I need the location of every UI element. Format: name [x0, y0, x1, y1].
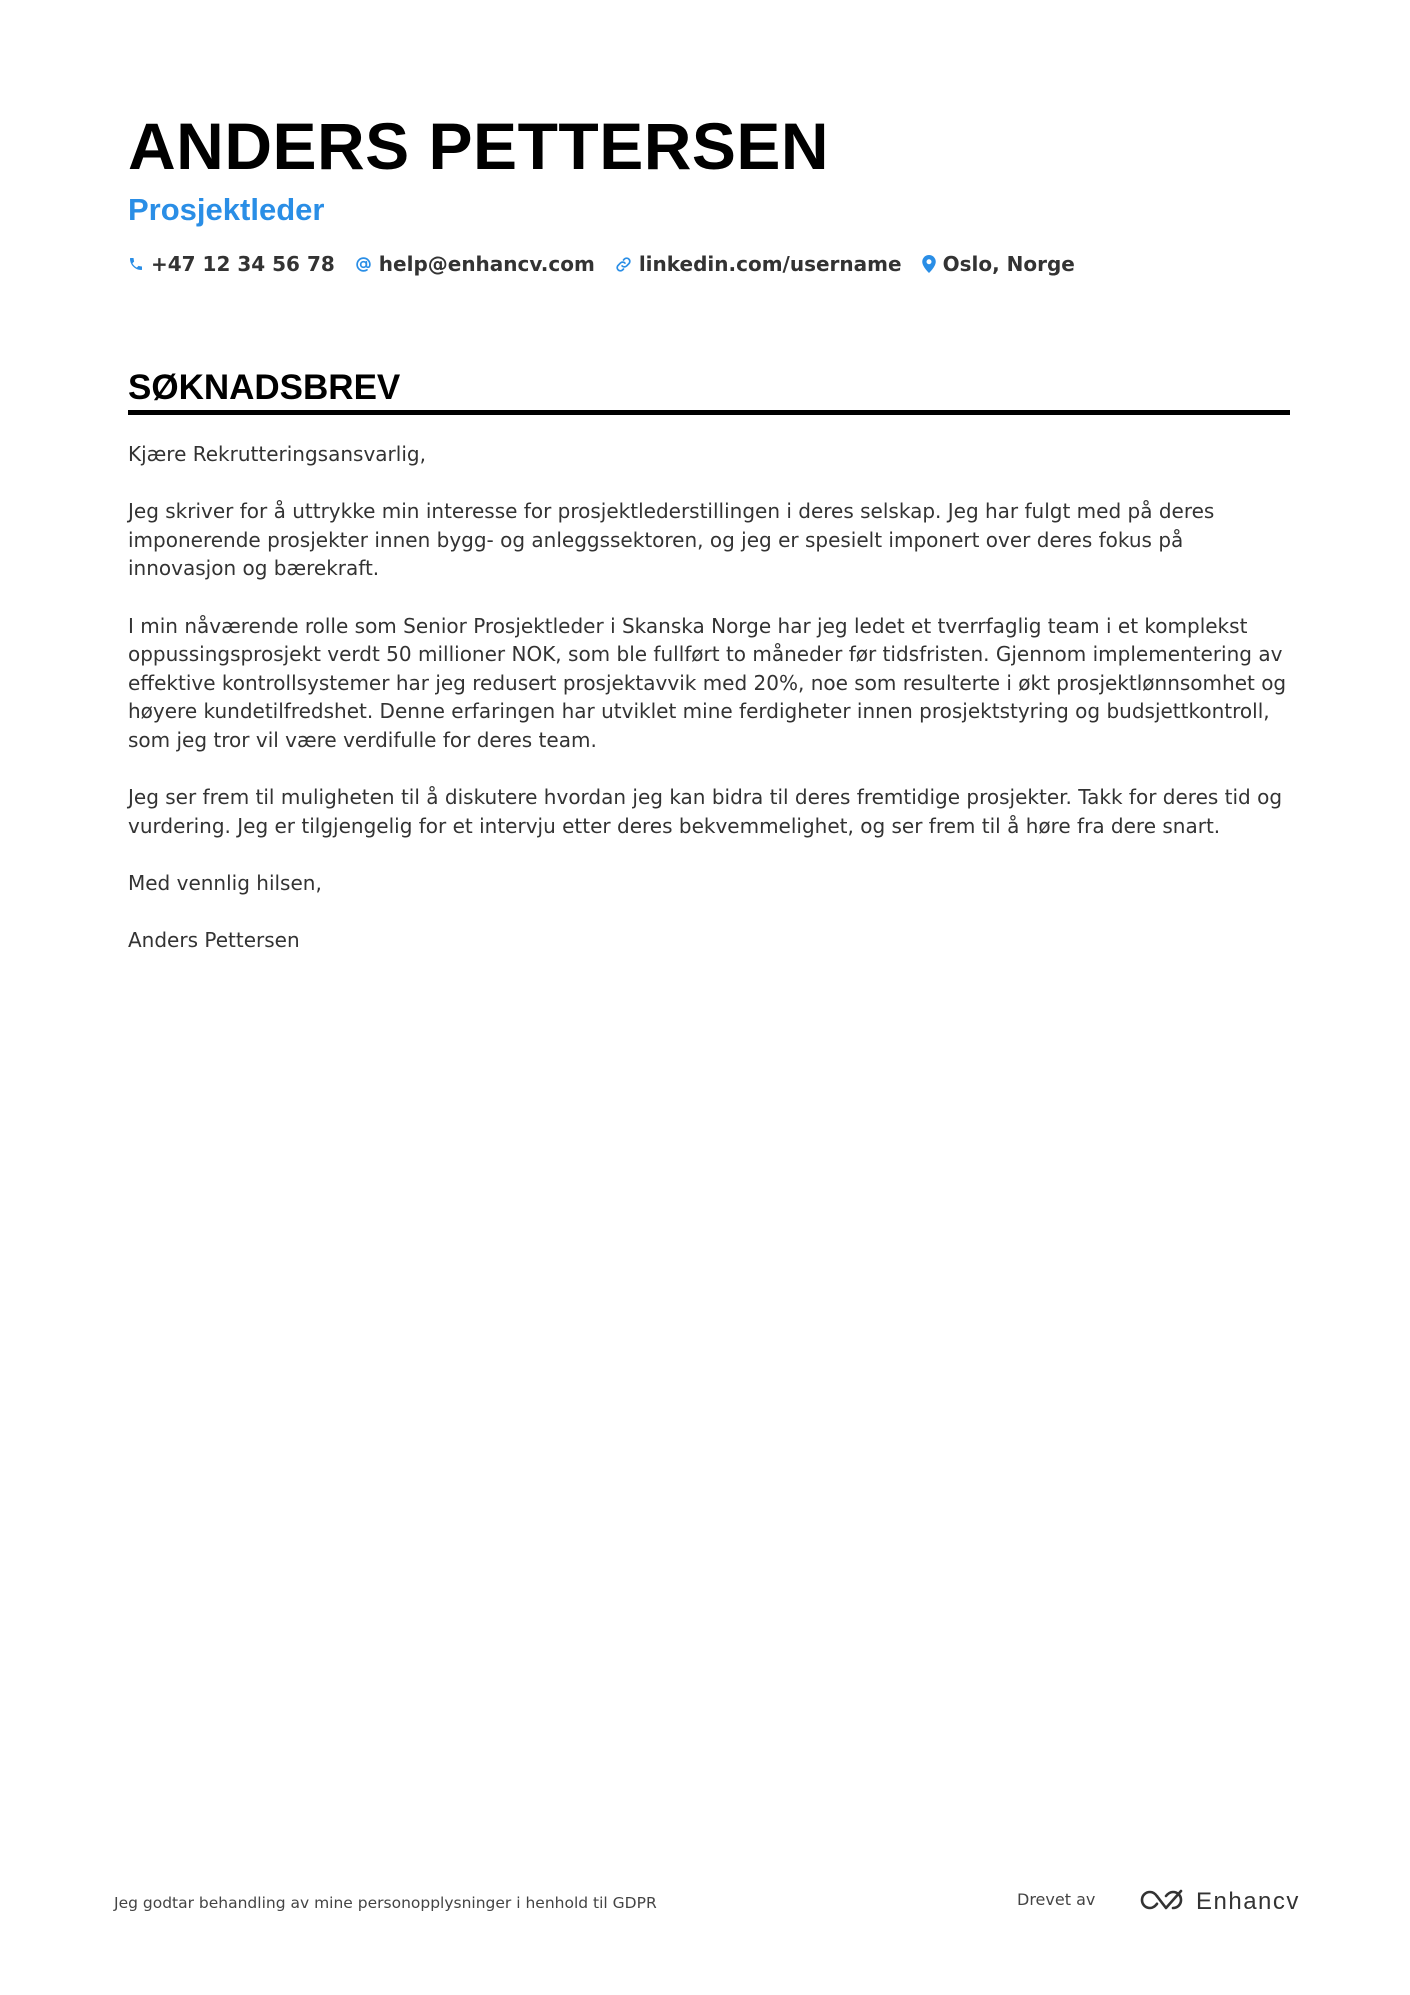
phone-icon [128, 256, 144, 272]
letter-paragraph: I min nåværende rolle som Senior Prosjektleder i Skanska Norge har jeg ledet et tverrfaglig team i et komplekst oppussingsprosjekt verdt 50 millioner NOK, som ble fullført to måneder før tidsfristen. Gjennom implementering av effektive kontrollsystemer har jeg redusert prosjektavvik med 20%, noe som resulterte i økt prosjektlønnsomhet og høyere kundetilfredshet. Denne erfaringen har utviklet mine ferdigheter innen prosjektstyring og budsjettkontroll, som jeg tror vil være verdifulle for deres team. [128, 613, 1287, 752]
email-address: help@enhancv.com [378, 252, 595, 276]
powered-by-label: Drevet av [1017, 1890, 1096, 1909]
contact-linkedin[interactable] [615, 252, 902, 276]
at-sign-icon [355, 256, 372, 273]
gdpr-consent-note: Jeg godtar behandling av mine personopplysninger i henhold til GDPR [114, 1894, 657, 1912]
brand-logo[interactable] [1138, 1887, 1300, 1917]
map-pin-icon [922, 255, 936, 273]
letter-body [128, 440, 1288, 983]
job-title: Prosjektleder [128, 192, 325, 227]
letter-paragraph: Jeg ser frem til muligheten til å diskutere hvordan jeg kan bidra til deres fremtidige prosjekter. Takk for deres tid og vurdering. Jeg er tilgjengelig for et intervju etter deres bekvemmelighet, og ser frem til å høre fra dere snart. [128, 785, 1283, 838]
contact-location [922, 252, 1075, 276]
location-text: Oslo, Norge [942, 252, 1075, 276]
phone-number: +47 12 34 56 78 [151, 252, 335, 276]
letter-signature: Anders Pettersen [128, 928, 300, 953]
contact-email[interactable] [355, 252, 595, 276]
enhancv-logo-icon [1138, 1887, 1186, 1917]
section-heading: SØKNADSBREV [128, 368, 401, 407]
section-divider [128, 410, 1290, 415]
applicant-name: ANDERS PETTERSEN [128, 109, 830, 183]
letter-paragraph: Jeg skriver for å uttrykke min interesse for prosjektlederstillingen i deres selskap. Jeg har fulgt med på deres imponerende prosjekter innen bygg- og anleggssektoren, og jeg er spesielt imponert over deres fokus på innovasjon og bærekraft. [128, 499, 1215, 581]
linkedin-url: linkedin.com/username [638, 252, 902, 276]
link-icon [615, 256, 632, 273]
letter-closing: Med vennlig hilsen, [128, 870, 322, 895]
contact-bar [128, 252, 1075, 276]
contact-phone[interactable] [128, 252, 335, 276]
letter-greeting: Kjære Rekrutteringsansvarlig, [128, 442, 426, 466]
brand-name: Enhancv [1196, 1888, 1300, 1915]
